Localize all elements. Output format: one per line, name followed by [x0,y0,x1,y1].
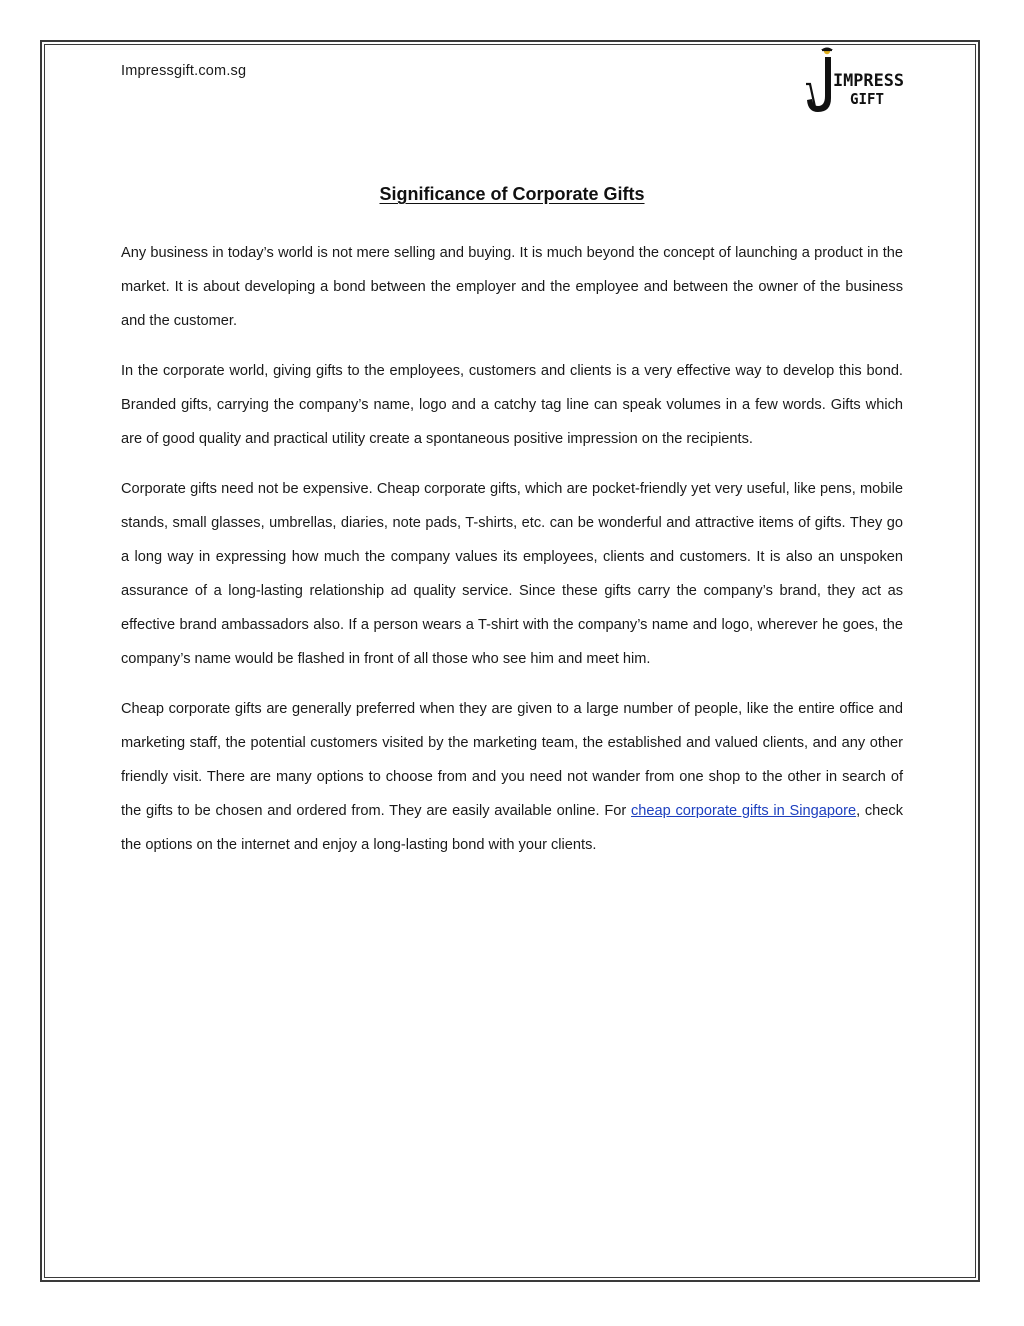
logo-bottom-text: GIFT [850,90,884,108]
cheap-corporate-gifts-link[interactable]: cheap corporate gifts in Singapore [631,803,857,819]
site-url: Impressgift.com.sg [121,63,247,79]
paragraph-4 [121,692,903,862]
impress-gift-logo-icon [806,48,833,113]
paragraph-4-text-before: Cheap corporate gifts are generally preferred when they are given to a large number of people, like the entire office and marketing staff, the potential customers visited by the marketing team, the established and valued clients, and any other friendly visit. There are many options to choose from and you need not wander from one shop to the other in search of the gifts to be chosen and ordered from. They are easily available online. For [121,701,903,819]
paragraph-2: In the corporate world, giving gifts to the employees, customers and clients is a very effective way to develop this bond. Branded gifts, carrying the company’s name, logo and a catchy tag line can speak volumes in a few words. Gifts which are of good quality and practical utility create a spontaneous positive impression on the recipients. [121,363,903,447]
paragraph-4-text-after: , check the options on the internet and enjoy a long-lasting bond with your clients. [121,803,904,853]
logo-top-text: IMPRESS [833,71,904,91]
page-title: Significance of Corporate Gifts [379,184,645,204]
impress-gift-logo [800,44,910,116]
document-body [121,236,903,878]
paragraph-3: Corporate gifts need not be expensive. Cheap corporate gifts, which are pocket-friendly yet very useful, like pens, mobile stands, small glasses, umbrellas, diaries, note pads, T-shirts, etc. can be wonderful and attractive items of gifts. They go a long way in expressing how much the company values its employees, clients and customers. It is also an unspoken assurance of a long-lasting relationship ad quality service. Since these gifts carry the company’s brand, they act as effective brand ambassadors also. If a person wears a T-shirt with the company’s name and logo, wherever he goes, the company’s name would be flashed in front of all those who see him and meet him. [121,481,903,667]
paragraph-1: Any business in today’s world is not mere selling and buying. It is much beyond the concept of launching a product in the market. It is about developing a bond between the employer and the employee and between the owner of the business and the customer. [121,245,903,329]
